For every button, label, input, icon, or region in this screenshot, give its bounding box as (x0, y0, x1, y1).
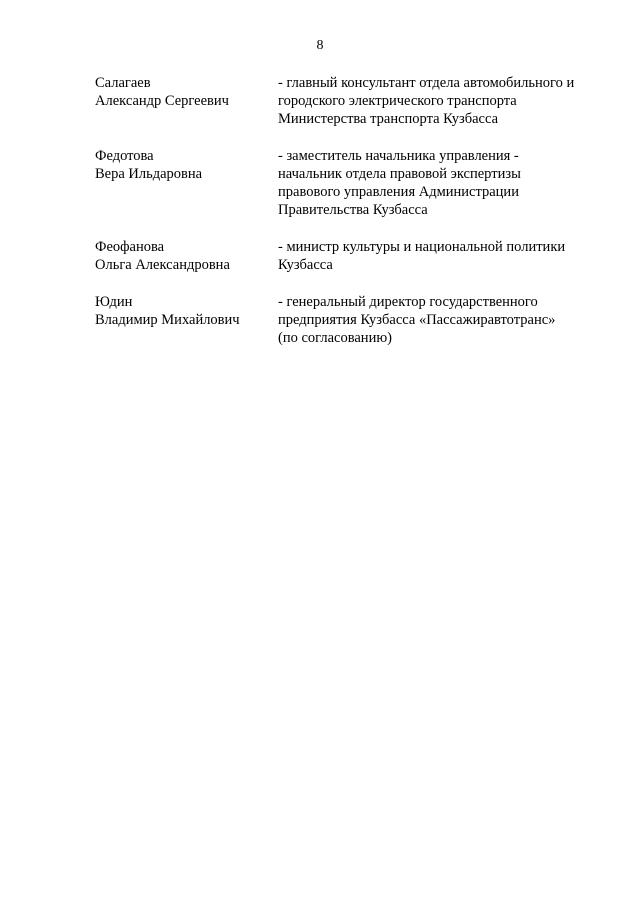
name-line: Салагаев (95, 75, 151, 91)
member-row (95, 74, 600, 128)
position-line: (по согласованию) (278, 330, 392, 346)
member-row (95, 293, 600, 347)
position-line: предприятия Кузбасса «Пассажиравтотранс» (278, 312, 556, 328)
member-name (95, 238, 278, 274)
position-line: - главный консультант отдела автомобильного и (278, 75, 575, 91)
position-line: - заместитель начальника управления - (278, 148, 519, 164)
member-name (95, 74, 278, 128)
member-name (95, 293, 278, 347)
position-line: правового управления Администрации (278, 184, 519, 200)
member-position (278, 293, 600, 347)
name-line: Феофанова (95, 239, 165, 255)
member-position (278, 74, 600, 128)
name-line: Юдин (95, 294, 133, 310)
member-position (278, 238, 600, 274)
position-line: - генеральный директор государственного (278, 294, 538, 310)
member-name (95, 147, 278, 219)
name-line: Владимир Михайлович (95, 312, 240, 328)
name-line: Вера Ильдаровна (95, 166, 203, 182)
member-position (278, 147, 600, 219)
member-row (95, 147, 600, 219)
position-line: городского электрического транспорта (278, 93, 517, 109)
position-line: Правительства Кузбасса (278, 202, 428, 218)
position-line: Министерства транспорта Кузбасса (278, 111, 499, 127)
name-line: Александр Сергеевич (95, 93, 229, 109)
page-number: 8 (316, 38, 324, 53)
name-line: Федотова (95, 148, 154, 164)
position-line: - министр культуры и национальной политики (278, 239, 566, 255)
position-line: Кузбасса (278, 257, 333, 273)
position-line: начальник отдела правовой экспертизы (278, 166, 521, 182)
members-list (95, 74, 600, 366)
name-line: Ольга Александровна (95, 257, 230, 273)
member-row (95, 238, 600, 274)
